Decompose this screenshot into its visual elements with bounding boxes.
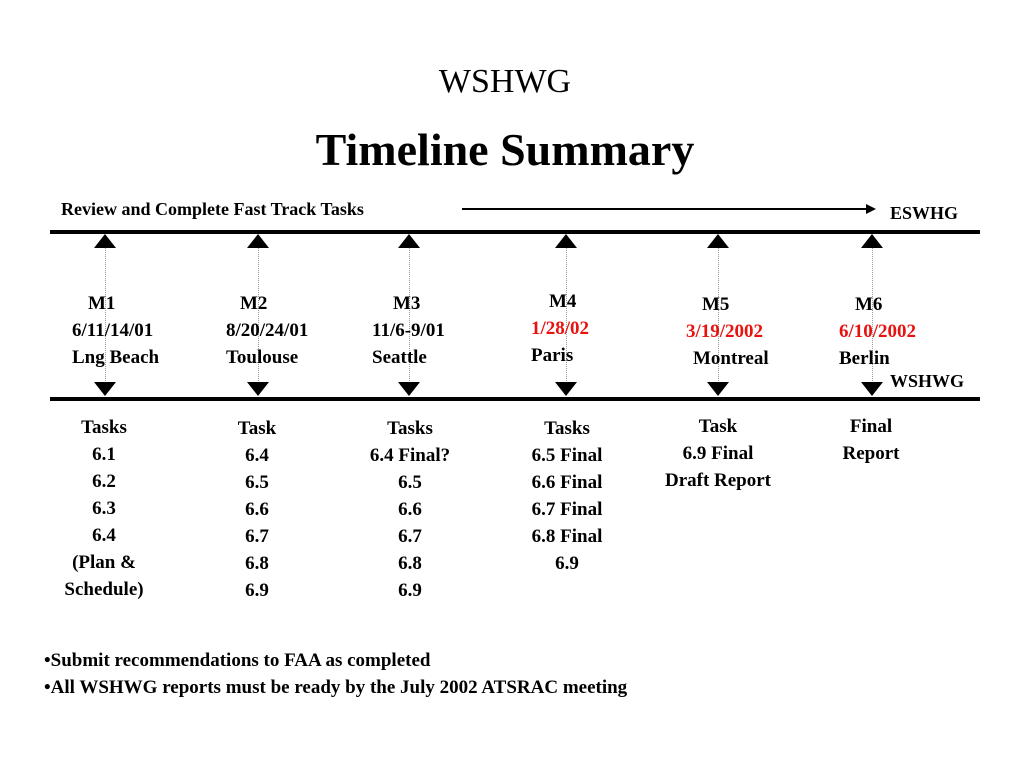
task-item: 6.9 [555, 553, 579, 574]
meeting-location: Seattle [372, 347, 427, 368]
lower-timeline-line [50, 397, 980, 401]
meeting-date-highlight: 1/28/02 [531, 318, 590, 339]
task-item: 6.9 [245, 580, 269, 601]
meeting-m4 [531, 288, 589, 369]
task-item: 6.5 Final [531, 445, 603, 466]
task-item: Tasks [387, 418, 433, 439]
bullet-item: •Submit recommendations to FAA as completed [44, 650, 431, 671]
task-item: 6.4 [92, 525, 116, 546]
meeting-location: Lng Beach [72, 347, 160, 368]
task-item: 6.6 Final [531, 472, 603, 493]
triangle-down-icon [707, 382, 729, 396]
task-item: Tasks [81, 417, 127, 438]
triangle-down-icon [861, 382, 883, 396]
task-item: 6.4 Final? [369, 445, 451, 466]
triangle-down-icon [94, 382, 116, 396]
meeting-id: M2 [240, 293, 268, 314]
meeting-m2 [226, 290, 308, 371]
triangle-up-icon [247, 234, 269, 248]
task-list-m2 [216, 415, 298, 604]
bullet-item: •All WSHWG reports must be ready by the July 2002 ATSRAC meeting [44, 677, 628, 698]
task-item: (Plan & [72, 552, 136, 573]
task-item: 6.9 Final [682, 443, 754, 464]
meeting-m3 [372, 290, 445, 371]
task-list-m6 [826, 413, 916, 467]
task-item: 6.6 [245, 499, 269, 520]
task-item: 6.9 [398, 580, 422, 601]
task-item: Tasks [544, 418, 590, 439]
meeting-id: M5 [702, 294, 730, 315]
task-item: Final [849, 416, 893, 437]
task-list-m3 [350, 415, 470, 604]
task-item: Report [842, 443, 900, 464]
meeting-location: Berlin [839, 348, 890, 369]
task-item: 6.7 Final [531, 499, 603, 520]
task-item: 6.6 [398, 499, 422, 520]
task-item: 6.8 [245, 553, 269, 574]
fast-track-label: Review and Complete Fast Track Tasks [61, 199, 364, 219]
task-item: 6.8 Final [531, 526, 603, 547]
meeting-m5 [686, 291, 769, 372]
task-item: Schedule) [64, 579, 144, 600]
task-item: 6.7 [245, 526, 269, 547]
triangle-down-icon [398, 382, 420, 396]
meeting-id: M1 [88, 293, 116, 314]
task-item: Task [237, 418, 277, 439]
triangle-down-icon [555, 382, 577, 396]
meeting-m1 [72, 290, 159, 371]
triangle-up-icon [94, 234, 116, 248]
task-item: Task [698, 416, 738, 437]
task-item: 6.7 [398, 526, 422, 547]
meeting-location: Toulouse [226, 347, 299, 368]
meeting-location: Montreal [693, 348, 769, 369]
triangle-up-icon [707, 234, 729, 248]
page-subtitle: WSHWG [438, 63, 572, 100]
wshwg-lower-label: WSHWG [890, 371, 965, 391]
meeting-id: M4 [549, 291, 577, 312]
task-item: 6.3 [92, 498, 116, 519]
bullet-list [44, 647, 627, 701]
task-item: 6.4 [245, 445, 269, 466]
eswhg-label: ESWHG [890, 203, 959, 223]
triangle-up-icon [555, 234, 577, 248]
meeting-date: 6/11/14/01 [72, 320, 154, 341]
task-list-m5 [648, 413, 788, 494]
meeting-date-highlight: 3/19/2002 [686, 321, 764, 342]
triangle-up-icon [398, 234, 420, 248]
upper-timeline-line [50, 230, 980, 234]
task-item: 6.8 [398, 553, 422, 574]
triangle-up-icon [861, 234, 883, 248]
meeting-m6 [839, 291, 916, 372]
arrow-right-icon [866, 204, 876, 214]
triangle-down-icon [247, 382, 269, 396]
task-item: 6.2 [92, 471, 116, 492]
meeting-date: 8/20/24/01 [226, 320, 309, 341]
task-item: 6.1 [92, 444, 116, 465]
fast-track-arrow-line [462, 208, 868, 210]
meeting-location: Paris [531, 345, 574, 366]
task-item: Draft Report [664, 470, 772, 491]
task-item: 6.5 [245, 472, 269, 493]
meeting-date-highlight: 6/10/2002 [839, 321, 917, 342]
meeting-date: 11/6-9/01 [372, 320, 445, 341]
meeting-id: M3 [393, 293, 421, 314]
task-item: 6.5 [398, 472, 422, 493]
meeting-id: M6 [855, 294, 883, 315]
page-title: Timeline Summary [315, 124, 695, 175]
task-list-m4 [510, 415, 624, 577]
task-list-m1 [50, 414, 158, 603]
